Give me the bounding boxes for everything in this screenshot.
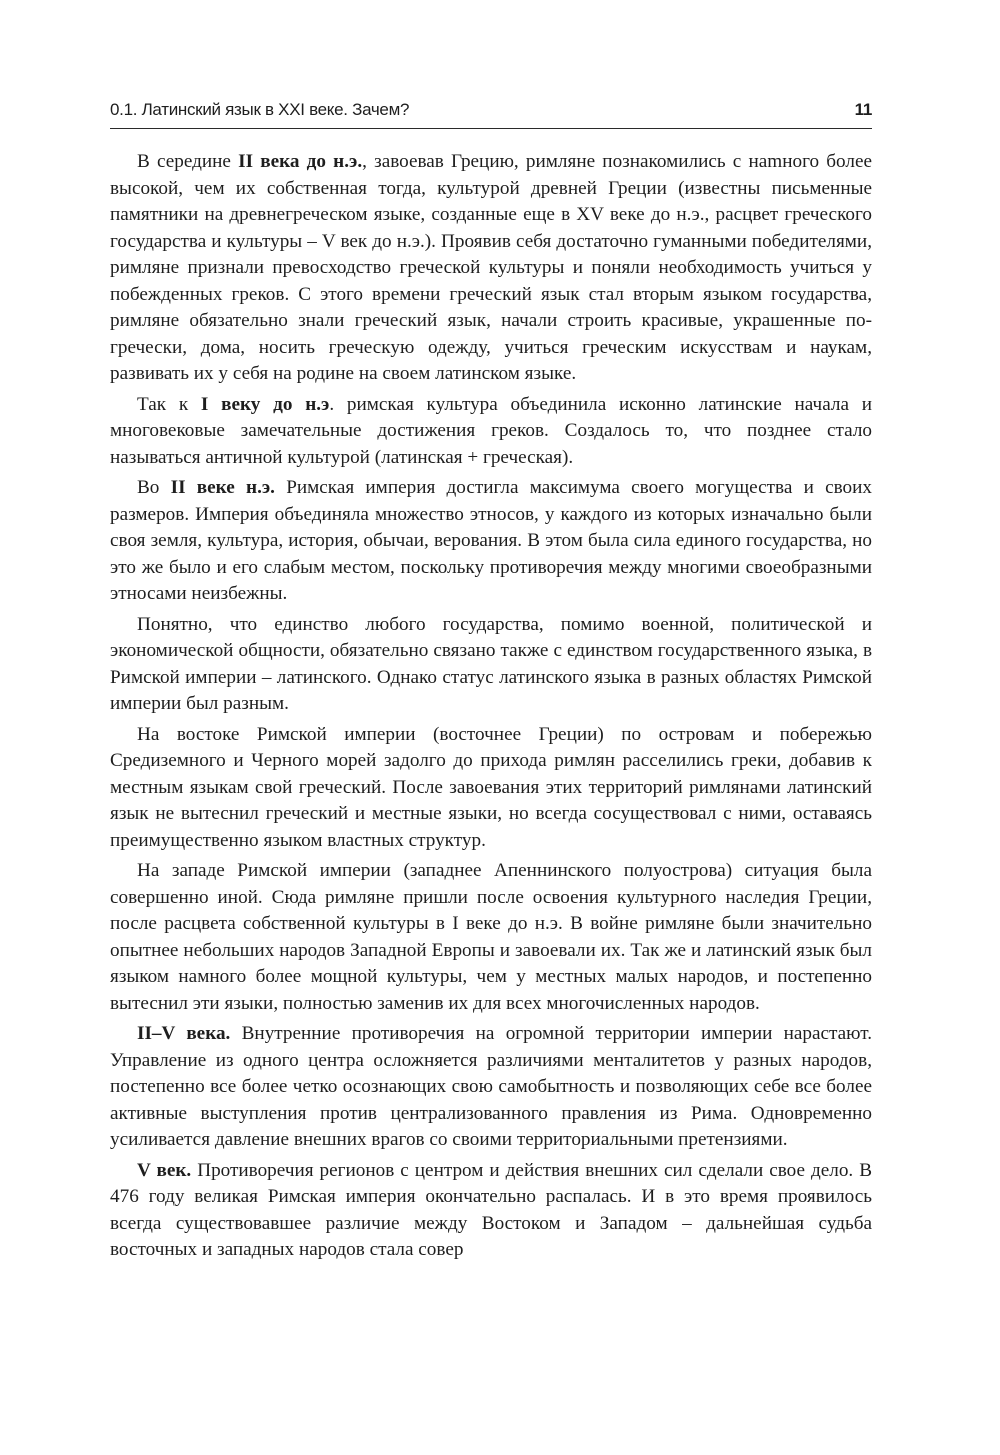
paragraph-2	[110, 392, 872, 472]
paragraph-6	[110, 858, 872, 1017]
bold-term: I веку до н.э	[200, 393, 330, 415]
text-run: Во	[137, 477, 171, 498]
book-page	[110, 100, 872, 1268]
bold-term: V век.	[137, 1159, 192, 1181]
paragraph-1	[110, 149, 872, 388]
bold-term: II–V века.	[137, 1023, 231, 1044]
text-run: Противоречия регионов с центром и действия внешних сил сделали свое дело. В 476 году великая Римская империя окончательно распалась. И в это время проявилось всегда существовавшее различие между Востоком и Западом – дальнейшая судьба восточных и западных народов стала совер	[110, 1159, 873, 1260]
paragraph-8	[110, 1158, 872, 1264]
bold-term: II века до н.э.	[238, 151, 363, 172]
text-run: В середине	[137, 151, 239, 172]
paragraph-3	[110, 475, 872, 608]
text-run: Внутренние противоречия на огромной территории империи нарастают. Управление из одного центра осложняется различиями менталитетов у разных народов, постепенно все более четко осознающих свою самобытность и позволяющих себе все более активные выступления против централизованного правления из Рима. Одновременно усиливается давление внешних врагов со своими территориальными претензиями.	[110, 1023, 872, 1150]
text-run: На западе Римской империи (западнее Апеннинского полуострова) ситуация была совершенно иной. Сюда римляне пришли после освоения культурного наследия Греции, после расцвета собственной культуры в I веке до н.э. В войне римляне были значительно опытнее небольших народов Западной Европы и завоевали их. Так же и латинский язык был языком намного более мощной культуры, чем у местных малых народов, и постепенно вытеснил эти языки, полностью заменив их для всех многочисленных народов.	[110, 860, 872, 1014]
text-run: . римская культура объединила исконно латинские начала и многовековые замечательные достижения греков. Создалось то, что позднее стало называться античной культурой (латинская + греческая).	[110, 393, 872, 468]
running-header	[110, 100, 872, 129]
paragraph-4	[110, 612, 872, 718]
page-number: 11	[854, 100, 872, 119]
paragraph-5	[110, 722, 872, 855]
text-run: , завоевав Грецию, римляне познакомились с наmного более высокой, чем их собственная тогда, культурой древней Греции (известны письменные памятники на древнегреческом языке, созданные еще в XV веке до н.э., расцвет греческого государства и культуры – V век до н.э.). Проявив себя достаточно гуманными победителями, римляне признали превосходство греческой культуры и поняли необходимость учиться у побежденных греков. С этого времени греческий язык стал вторым языком государства, римляне обязательно знали греческий язык, начали строить красивые, украшенные по-гречески, дома, носить греческую одежду, учиться греческим искусствам и наукам, развивать их у себя на родине на своем латинском языке.	[110, 151, 872, 384]
text-run: Понятно, что единство любого государства, помимо военной, политической и экономической общности, обязательно связано также с единством государственного языка, в Римской империи – латинского. Однако статус латинского языка в разных областях Римской империи был разным.	[110, 613, 872, 714]
bold-term: II веке н.э.	[170, 477, 275, 498]
running-title: 0.1. Латинский язык в XXI веке. Зачем?	[110, 100, 410, 119]
paragraph-7	[110, 1021, 872, 1154]
text-run: Римская империя достигла максимума своего могущества и своих размеров. Империя объединяла множество этносов, у каждого из которых изначально были своя земля, культура, история, обычаи, верования. В этом была сила единого государства, но это же было и его слабым местом, поскольку противоречия между многими своеобразными этносами неизбежны.	[110, 477, 872, 604]
text-run: На востоке Римской империи (восточнее Греции) по островам и побережью Средиземного и Черного морей задолго до прихода римлян расселились греки, добавив к местным языкам свой греческий. После завоевания этих территорий римлянами латинский язык не вытеснил греческий и местные языки, но всегда сосуществовал с ними, оставаясь преимущественно языком властных структур.	[110, 723, 872, 851]
body-text	[110, 149, 872, 1264]
text-run: Так к	[137, 393, 201, 415]
